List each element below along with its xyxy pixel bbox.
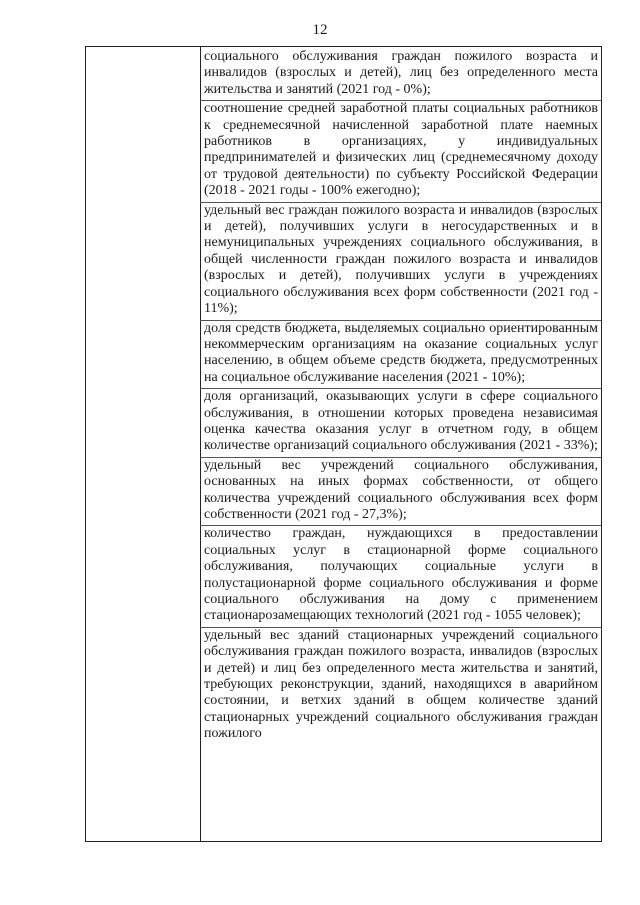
paragraph-indicator-2: соотношение средней заработной платы социальных работников к среднемесячной начисленной заработной плате наемных работников в организациях, у индивидуальных предпринимателей и физических лиц (среднемесячному доходу от трудовой деятельности) по субъекту Российской Федерации (2018 - 2021 годы - 100% ежегодно); xyxy=(200,101,601,202)
paragraph-indicator-3: удельный вес граждан пожилого возраста и инвалидов (взрослых и детей), получивших услуги в негосударственных и в немуниципальных учреждениях социального обслуживания, в общей численности граждан пожилого возраста и инвалидов (взрослых и детей), получивших услуги в учреждениях социального обслуживания всех форм собственности (2021 год - 11%); xyxy=(200,203,601,321)
paragraph-indicator-4: доля средств бюджета, выделяемых социально ориентированным некоммерческим организациям на оказание социальных услуг населению, в общем объеме средств бюджета, предусмотренных на социальное обслуживание населения (2021 - 10%); xyxy=(200,321,601,390)
page-number: 12 xyxy=(312,22,328,38)
paragraph-indicator-5: доля организаций, оказывающих услуги в сфере социального обслуживания, в отношении которых проведена независимая оценка качества оказания услуг в отчетном году, в общем количестве организаций социального обслуживания (2021 - 33%); xyxy=(200,389,601,458)
paragraph-indicator-8: удельный вес зданий стационарных учреждений социального обслуживания граждан пожилого возраста, инвалидов (взрослых и детей) и лиц без определенного места жительства и занятий, требующих реконструкции, зданий, находящихся в аварийном состоянии, и ветхих зданий в общем количестве зданий стационарных учреждений социального обслуживания граждан пожилого xyxy=(204,627,598,742)
paragraph-indicator-1: социального обслуживания граждан пожилого возраста и инвалидов (взрослых и детей), лиц без определенного места жительства и занятий (2021 год - 0%); xyxy=(200,47,601,101)
paragraph-indicator-7: количество граждан, нуждающихся в предоставлении социальных услуг в стационарной форме социального обслуживания, получающих социальные услуги в полустационарной форме социального обслуживания и форме социального обслуживания на дому с применением стационарозамещающих технологий (2021 год - 1055 человек); xyxy=(200,526,601,627)
table-right-column xyxy=(200,47,601,841)
table-left-column xyxy=(86,47,201,841)
document-table xyxy=(85,46,602,842)
paragraph-indicator-6: удельный вес учреждений социального обслуживания, основанных на иных формах собственности, от общего количества учреждений социального обслуживания всех форм собственности (2021 год - 27,3%); xyxy=(200,458,601,527)
